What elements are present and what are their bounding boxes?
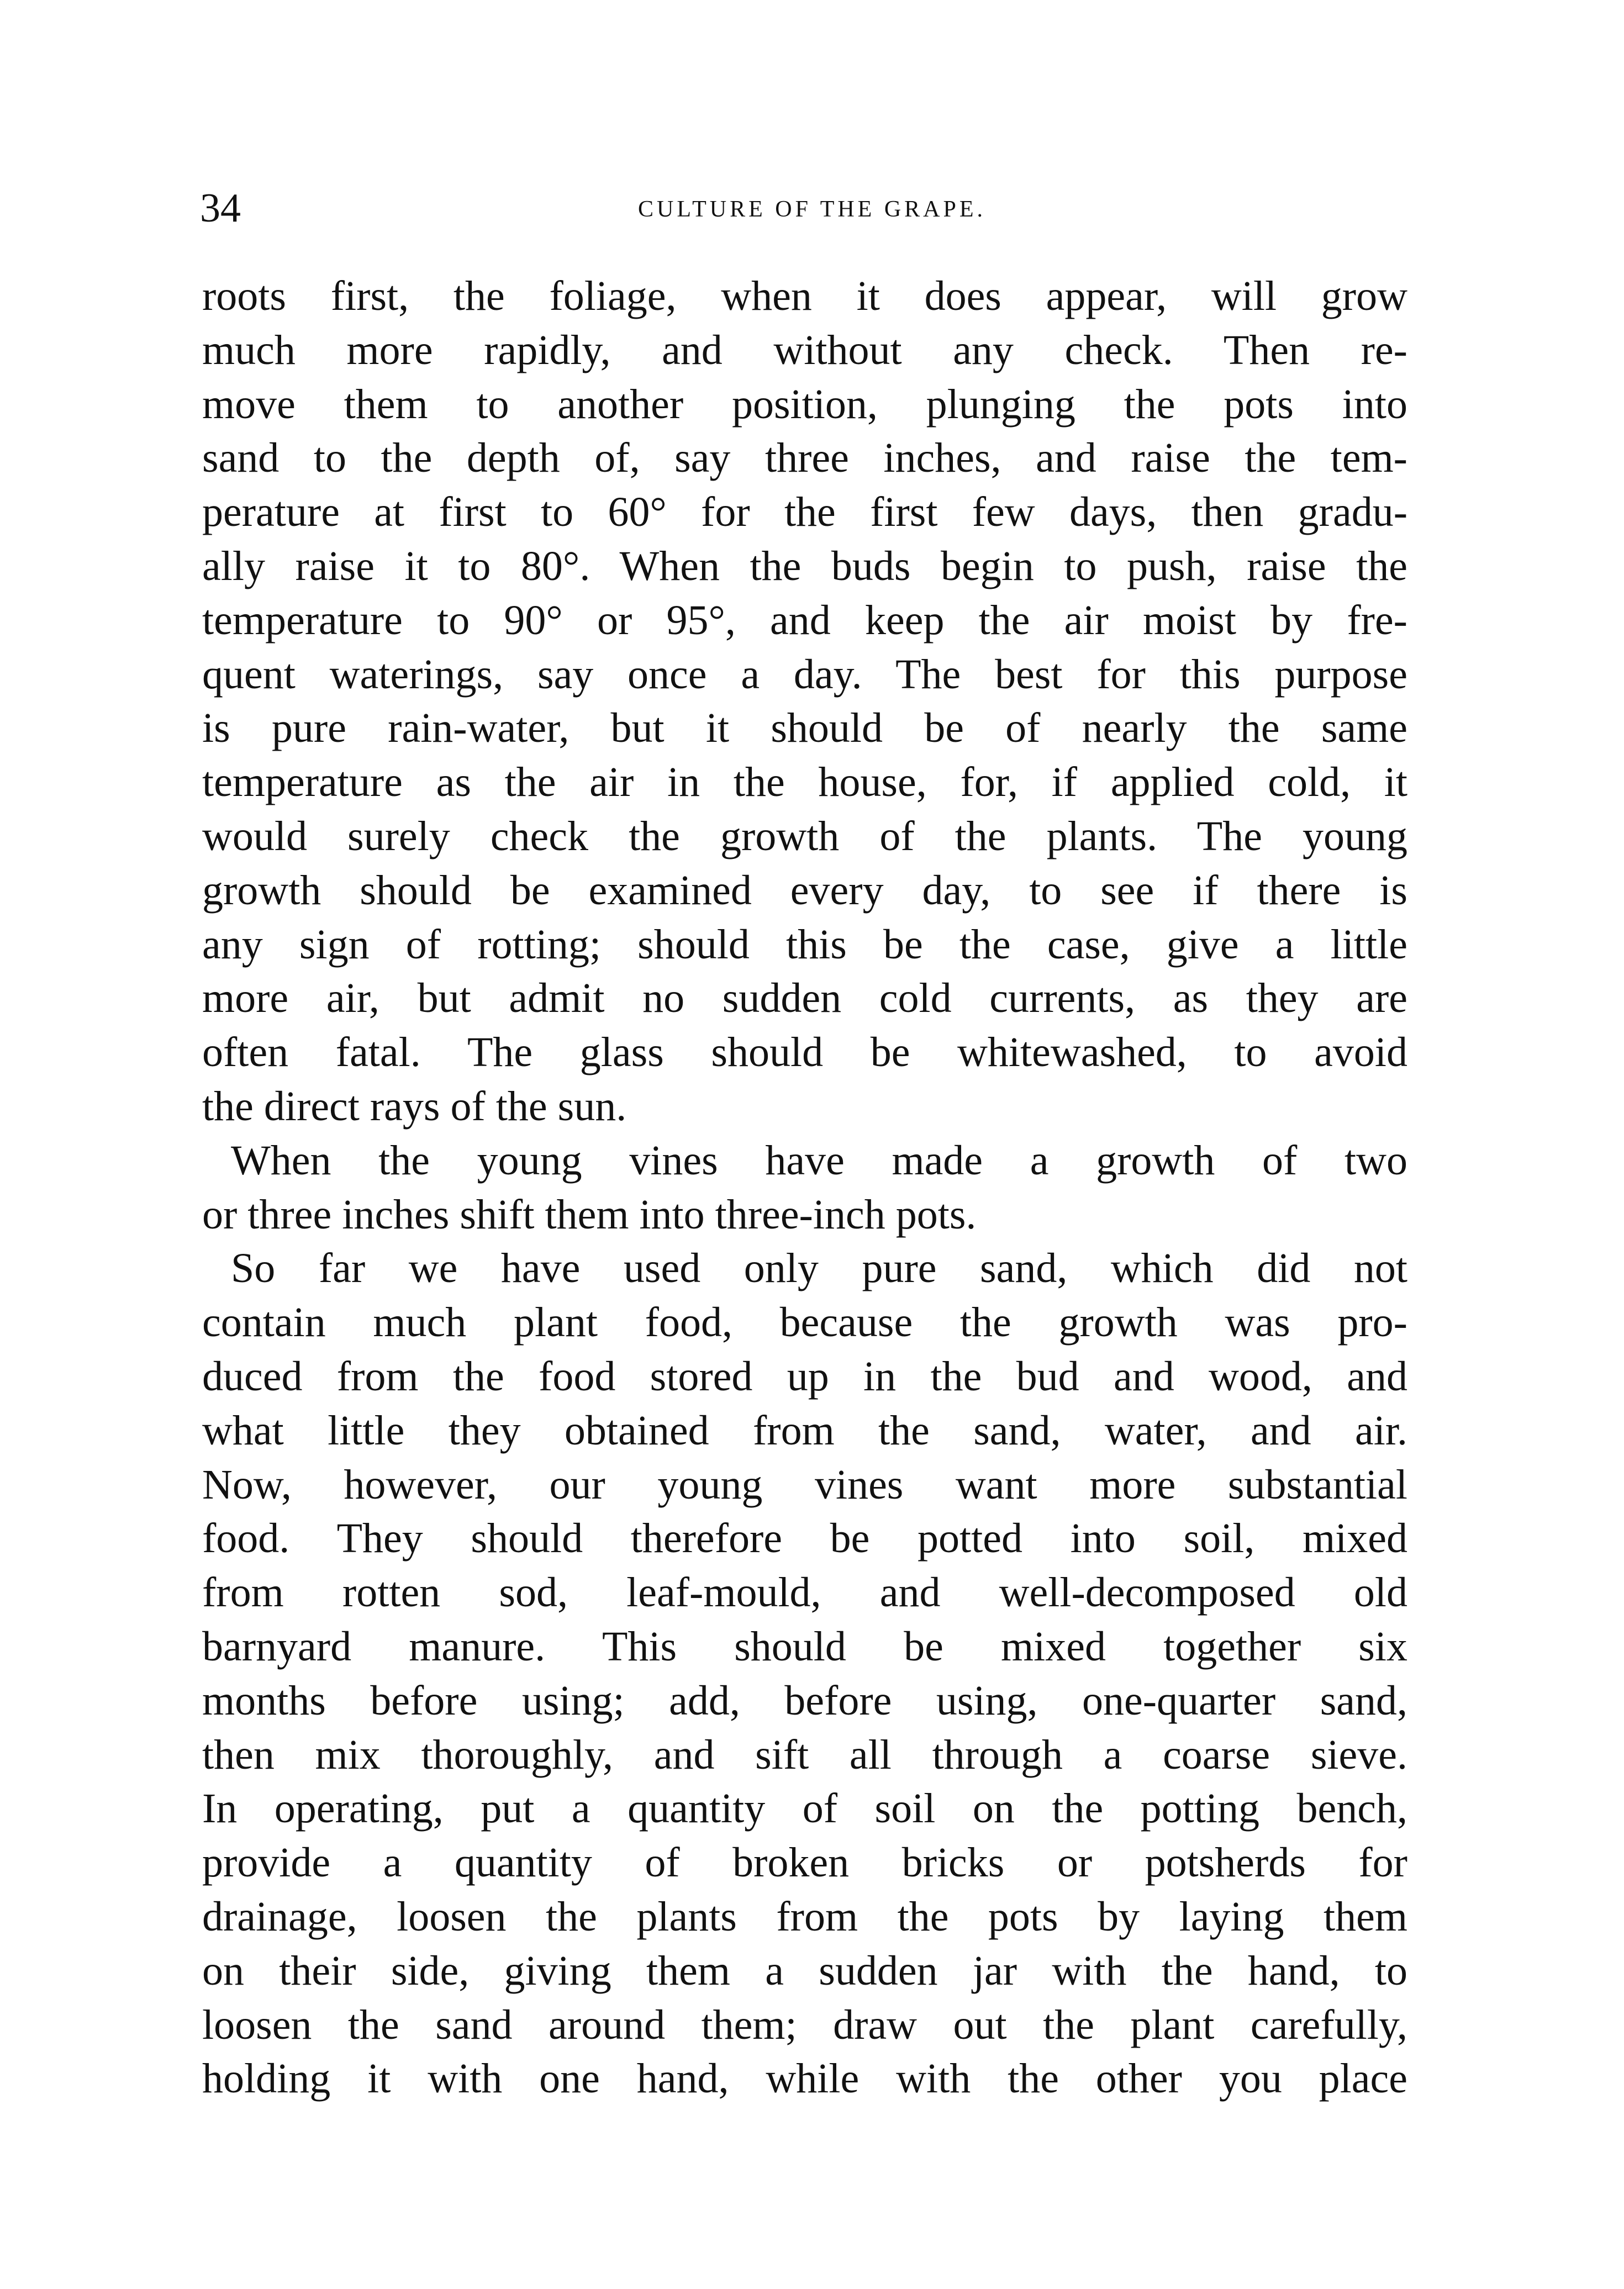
paragraph (202, 1242, 1407, 2106)
text-line: perature at first to 60° for the first few days, then gradu- (202, 489, 1407, 536)
text-line: often fatal. The glass should be whitewashed, to avoid (202, 1029, 1407, 1076)
text-line: much more rapidly, and without any check. Then re- (202, 326, 1407, 373)
text-line: more air, but admit no sudden cold currents, as they are (202, 975, 1407, 1022)
text-line: any sign of rotting; should this be the case, give a little (202, 921, 1407, 968)
text-line: months before using; add, before using, one-quarter sand, (202, 1677, 1407, 1724)
text-line: growth should be examined every day, to see if there is (202, 867, 1407, 914)
text-line: would surely check the growth of the plants. The young (202, 813, 1407, 859)
text-line: move them to another position, plunging the pots into (202, 381, 1407, 428)
text-line: provide a quantity of broken bricks or potsherds for (202, 1839, 1407, 1886)
text-line: food. They should therefore be potted into soil, mixed (202, 1515, 1407, 1562)
text-line: the direct rays of the sun. (202, 1083, 627, 1130)
text-line: In operating, put a quantity of soil on the potting bench, (202, 1785, 1407, 1832)
text-line: So far we have used only pure sand, which did not (231, 1245, 1407, 1292)
paragraph (202, 1134, 1407, 1242)
text-line: duced from the food stored up in the bud and wood, and (202, 1353, 1407, 1400)
text-line: When the young vines have made a growth of two (231, 1137, 1407, 1184)
text-line: contain much plant food, because the growth was pro- (202, 1299, 1407, 1346)
text-line: sand to the depth of, say three inches, and raise the tem- (202, 435, 1407, 482)
text-line: roots first, the foliage, when it does appear, will grow (202, 273, 1407, 319)
text-line: what little they obtained from the sand, water, and air. (202, 1407, 1407, 1454)
text-line: Now, however, our young vines want more substantial (202, 1461, 1407, 1508)
text-line: loosen the sand around them; draw out the plant carefully, (202, 2001, 1407, 2048)
text-line: quent waterings, say once a day. The best for this purpose (202, 651, 1407, 698)
body-text (202, 270, 1407, 2106)
paragraph (202, 270, 1407, 1134)
running-head: CULTURE OF THE GRAPE. (637, 197, 987, 222)
text-line: barnyard manure. This should be mixed together six (202, 1623, 1407, 1670)
text-line: temperature as the air in the house, for, if applied cold, it (202, 759, 1407, 806)
text-line: is pure rain-water, but it should be of nearly the same (202, 705, 1407, 752)
text-line: from rotten sod, leaf-mould, and well-decomposed old (202, 1569, 1407, 1616)
text-line: on their side, giving them a sudden jar with the hand, to (202, 1947, 1407, 1994)
text-line: drainage, loosen the plants from the pots by laying them (202, 1893, 1407, 1940)
text-line: holding it with one hand, while with the other you place (202, 2055, 1407, 2102)
text-line: ally raise it to 80°. When the buds begin to push, raise the (202, 542, 1407, 589)
page-number: 34 (200, 186, 241, 231)
text-line: then mix thoroughly, and sift all through a coarse sieve. (202, 1731, 1407, 1778)
text-line: or three inches shift them into three-inch pots. (202, 1191, 977, 1238)
text-line: temperature to 90° or 95°, and keep the air moist by fre- (202, 597, 1407, 644)
